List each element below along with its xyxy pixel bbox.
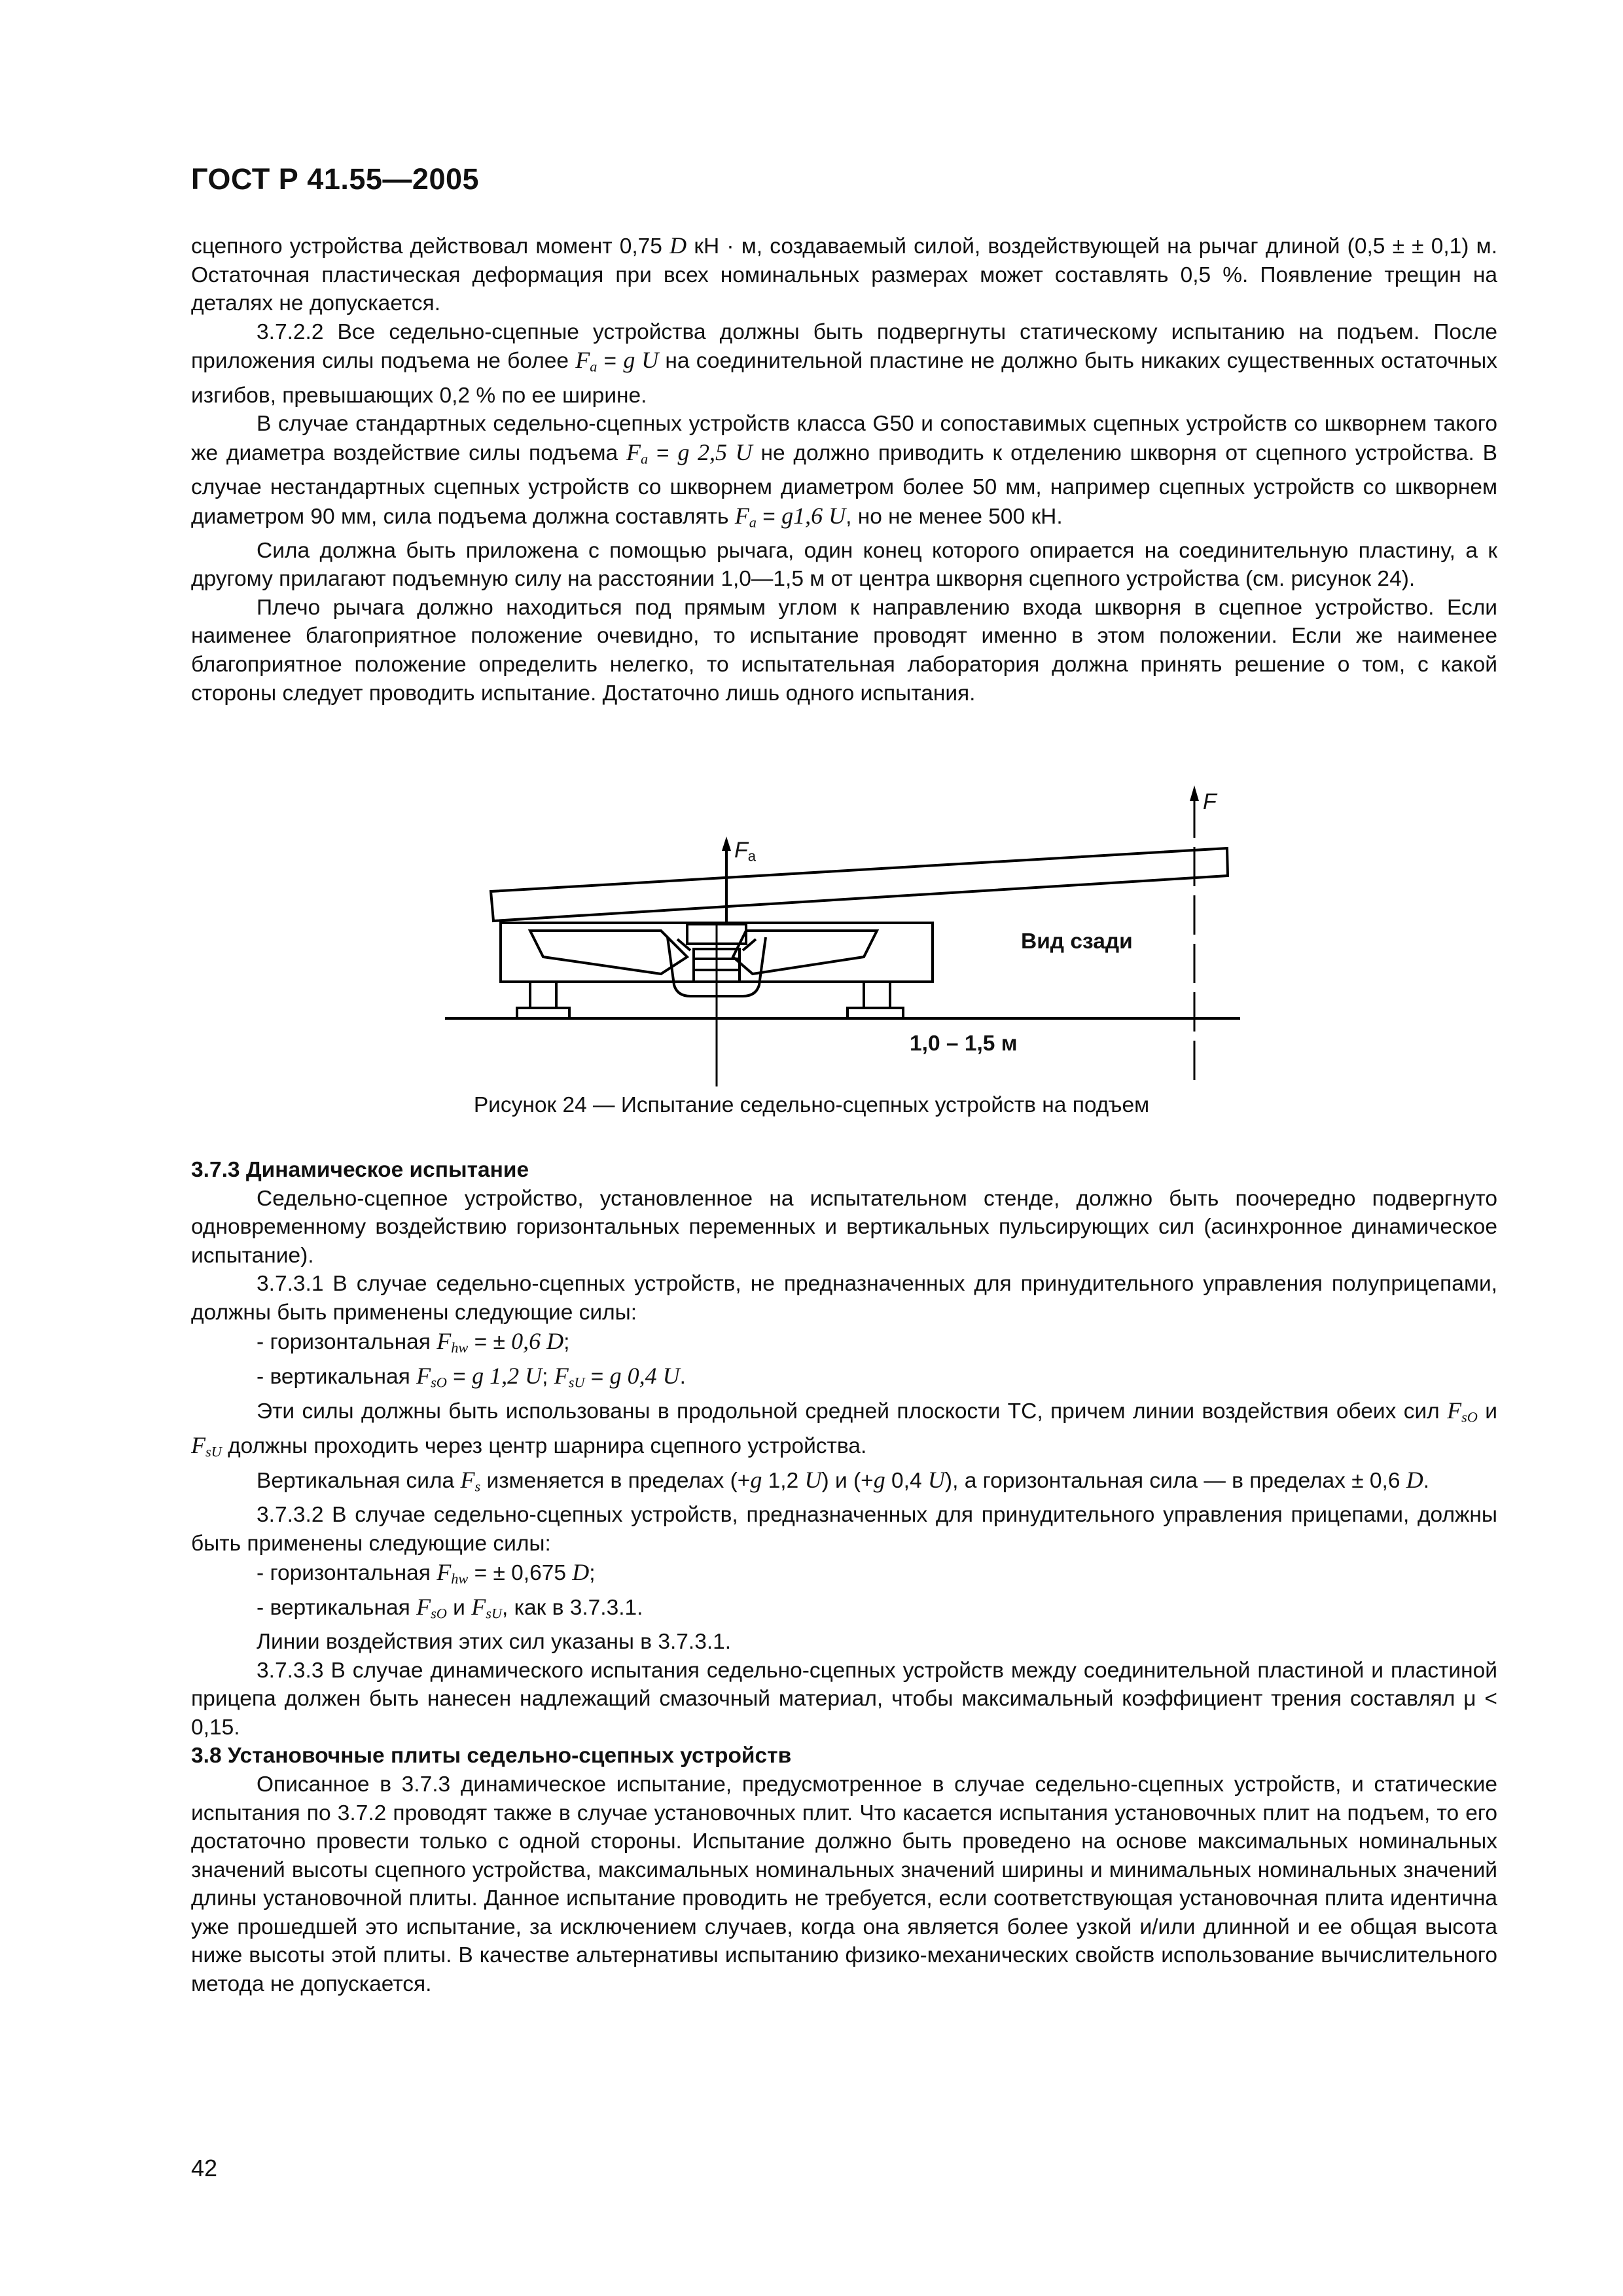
paragraph: сцепного устройства действовал момент 0,75 D кН · м, создаваемый силой, воздействующей на рычаг длиной (0,5 ± ± 0,1) м. Остаточная пластическая деформация при всех номинальных размерах может составлять 0,5 %. Появление трещин на деталях не допускается. [191,232,1497,316]
paragraph: Плечо рычага должно находиться под прямым углом к направлению входа шкворня в сцепное устройство. Если наименее благоприятное положение очевидно, то испытание проводят именно в этом положении. Если же наименее благоприятное положение определить нелегко, то испытательная лаборатория должна принять решение о том, с какой стороны следует проводить испытание. Достаточно лишь одного испытания. [191,595,1497,706]
label-force-Fa: $F_a$ [734,838,757,865]
label-force-F: F [1203,789,1217,814]
paragraph: Сила должна быть приложена с помощью рычага, один конец которого опирается на соединительную пластину, а к другому прилагают подъемную силу на расстоянии 1,0—1,5 м от центра шкворня сцепного устройства (см. рисунок 24). [191,538,1497,592]
coupling-right-wing [733,931,877,974]
paragraph: - вертикальная $F_{sO} = g$ 1,2 U; $F_{sU} = g$ 0,4 U. [257,1362,686,1391]
label-rear-view: Вид сзади [1021,929,1133,954]
force-F-arrow [1190,785,1199,801]
paragraph: Описанное в 3.7.3 динамическое испытание, предусмотренное в случае седельно-сцепных устройств, и статические испытания по 3.7.2 проводят также в случае установочных плит. Что касается испытания установочных плит на подъем, то его достаточно провести только с одной стороны. Испытание должно быть проведено на основе максимальных номинальных значений высоты сцепного устройства, максимальных номинальных значений ширины и минимальных номинальных значений длины установочной плиты. Данное испытание проводить не требуется, если соответствующая установочная плита идентична уже прошедшей это испытание, за исключением случаев, когда она является более узкой и/или длинной и ее общая высота ниже высоты этой плиты. В качестве альтернативы испытанию физико-механических свойств использование вычислительного метода не допускается. [191,1772,1497,1997]
paragraph: Вертикальная сила $F_s$ изменяется в пределах (+g 1,2 U) и (+g 0,4 U), а горизонтальная сила — в пределах ± 0,6 D. [257,1467,1430,1495]
paragraph: В случае стандартных седельно-сцепных устройств класса G50 и сопоставимых сцепных устройств со шкворнем такого же диаметра воздействие силы подъема $F_a = g$ 2,5 U не должно приводить к отделению шкворня от сцепного устройства. В случае нестандартных сцепных устройств со шкворнем диаметром более 50 мм, например сцепных устройств со шкворнем диаметром 90 мм, сила подъема должна составлять $F_a = g1,6$ U, но не менее 500 кН. [191,412,1498,531]
paragraph: 3.7.3.3 В случае динамического испытания седельно-сцепных устройств между соединительной пластиной и пластиной прицепа должен быть нанесен надлежащий смазочный материал, чтобы максимальный коэффициент трения составлял μ < 0,15. [191,1658,1497,1740]
paragraph: Линии воздействия этих сил указаны в 3.7.3.1. [257,1629,732,1654]
section-heading: 3.8 Установочные плиты седельно-сцепных устройств [191,1744,792,1768]
section-heading: 3.7.3 Динамическое испытание [191,1158,529,1182]
left-support-upper [530,982,556,1008]
paragraph: 3.7.3.2 В случае седельно-сцепных устройств, предназначенных для принудительного управления прицепами, должны быть применены следующие силы: [191,1503,1497,1556]
right-support-base [847,1008,903,1018]
paragraph: - горизонтальная $F_{hw}$ = ± 0,675 D; [257,1558,596,1587]
text-block-top [191,232,1497,708]
paragraph: 3.7.2.2 Все седельно-сцепные устройства должны быть подвергнуты статическому испытанию на подъем. После приложения силы подъема не более $F_a = g$ U на соединительной пластине не должно быть никаких существенных остаточных изгибов, превышающих 0,2 % по ее ширине. [191,319,1498,408]
text-block-bottom [191,1156,1497,1999]
paragraph: Эти силы должны быть использованы в продольной средней плоскости ТС, причем линии воздействия обеих сил $F_{sO}$ и $F_{sU}$ должны проходить через центр шарнира сцепного устройства. [191,1397,1497,1460]
right-support-upper [864,982,890,1008]
page-number: 42 [191,2155,218,2181]
coupling-left-wing [530,931,687,974]
lever-bar [491,848,1228,921]
document-header: ГОСТ Р 41.55—2005 [191,162,480,196]
figure-24-diagram [445,785,1257,1086]
paragraph: Седельно-сцепное устройство, установленное на испытательном стенде, должно быть поочередно подвергнуто одновременному воздействию горизонтальных переменных и вертикальных пульсирующих сил (асинхронное динамическое испытание). [191,1186,1497,1268]
figure-caption: Рисунок 24 — Испытание седельно-сцепных устройств на подъем [473,1093,1150,1117]
label-dimension: 1,0 – 1,5 м [910,1031,1018,1056]
left-support-base [517,1008,569,1018]
paragraph: 3.7.3.1 В случае седельно-сцепных устройств, не предназначенных для принудительного управления полуприцепами, должны быть применены следующие силы: [191,1272,1497,1325]
paragraph: - вертикальная $F_{sO}$ и $F_{sU}$, как в 3.7.3.1. [257,1593,643,1622]
paragraph: - горизонтальная $F_{hw}$ = ± 0,6 D; [257,1327,570,1356]
